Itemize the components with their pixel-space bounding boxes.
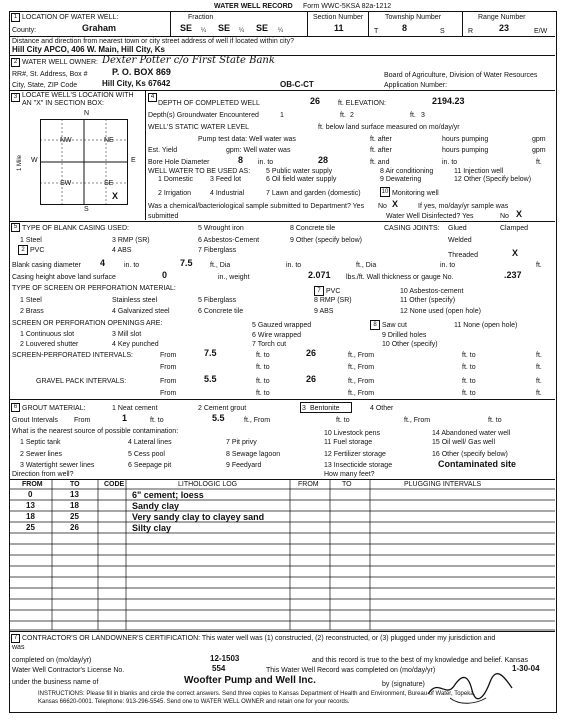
log-row-1-from: 0 (28, 490, 33, 499)
log-row-2-to: 18 (70, 501, 79, 510)
bore-and: ft. and (370, 159, 390, 166)
divider (10, 399, 555, 400)
grout-2: 2 Cement grout (198, 405, 247, 412)
casing-7: 7 Fiberglass (198, 247, 237, 254)
divider (10, 36, 555, 37)
log-row-2-desc: Sandy clay (132, 501, 180, 511)
screen-label: TYPE OF SCREEN OR PERFORATION MATERIAL: (12, 285, 176, 292)
completed-label: completed on (mo/day/yr) (12, 657, 92, 664)
quarter-mark-3: ¼ (278, 28, 284, 34)
casing-6: 6 Asbestos-Cement (198, 237, 260, 244)
opening-3: 3 Mill slot (112, 331, 142, 338)
gravel-ft-end: ft. (536, 378, 542, 385)
use-12: 12 Other (Specify below) (454, 176, 532, 183)
joint-glued: Glued (448, 225, 467, 232)
application-label: Application Number: (384, 82, 448, 89)
gravel-ft-from-2: ft., From (348, 390, 375, 397)
gravel-from-label: From (160, 378, 177, 385)
record-date: 1-30-04 (512, 664, 540, 673)
contam-8: 8 Sewage lagoon (226, 451, 281, 458)
log-row-2-from: 13 (26, 501, 35, 510)
divider (307, 12, 308, 36)
casing-8: 8 Concrete tile (290, 225, 336, 232)
owner-addr: P. O. BOX 869 (112, 67, 171, 77)
opening-8-circle: 8 (370, 320, 380, 330)
log-row-4-to: 26 (70, 523, 79, 532)
elevation-label: ft. ELEVATION: (338, 100, 386, 107)
mile-label: 1 Mile (17, 154, 24, 172)
how-many-label: How many feet? (324, 471, 375, 478)
log-header-to-2: TO (342, 481, 352, 488)
casing-1: 1 Steel (20, 237, 42, 244)
log-row-4-from: 25 (26, 523, 35, 532)
screen-4: 4 Galvanized steel (112, 308, 170, 315)
board-label: Board of Agriculture, Division of Water Resources (384, 72, 538, 79)
quad-nw: NW (60, 137, 72, 144)
disinfected-no: No (500, 213, 509, 220)
contam-16: 16 Other (specify below) (432, 451, 508, 458)
owner-city: Hill City, Ks 67642 (102, 79, 171, 88)
township-dir: S (440, 28, 445, 35)
true-text: and this record is true to the best of my knowledge and belief. Kansas (312, 657, 528, 664)
casing-ft-end: ft. (536, 262, 542, 269)
section-value: 11 (334, 23, 344, 33)
static-label: WELL'S STATIC WATER LEVEL (148, 124, 250, 131)
opening-9: 9 Drilled holes (382, 332, 427, 339)
contam-12: 12 Fertilizer storage (324, 451, 386, 458)
grout-from-label: From (74, 417, 91, 424)
contam-13: 13 Insecticide storage (324, 462, 393, 469)
cert-was: was (12, 644, 25, 651)
casing-4: 4 ABS (112, 247, 132, 254)
casing-diameter-label: Blank casing diameter (12, 262, 81, 269)
gw-ft-1: ft. (340, 112, 346, 119)
log-row-1-desc: 6" cement; loess (132, 490, 204, 500)
casing-in-to: in. to (124, 262, 140, 269)
joint-welded: Welded (448, 237, 472, 244)
opening-7: 7 Torch cut (252, 341, 287, 348)
gravel-to: 26 (306, 374, 317, 384)
screen-6: 6 Concrete tile (198, 308, 244, 315)
casing-in-to-2: in. to (286, 262, 302, 269)
log-grid (10, 479, 555, 631)
use-2: 2 Irrigation (158, 190, 192, 197)
disinfected-mark: X (516, 209, 523, 219)
opening-8: Saw cut (382, 322, 407, 329)
joints-label: CASING JOINTS: (384, 225, 440, 232)
county-label: County: (12, 27, 37, 34)
gravel-ft-to-2: ft. to (462, 378, 476, 385)
log-header-lithology: LITHOLOGIC LOG (178, 481, 238, 488)
screen-10: 10 Asbestos-cement (400, 288, 464, 295)
divider (145, 90, 146, 220)
casing-in-to-3: in. to (440, 262, 456, 269)
grout-to: 5.5 (212, 413, 225, 423)
grout-ft-to-3: ft. to (488, 417, 502, 424)
bore-value: 8 (238, 155, 244, 165)
section-2-number: 2 (11, 58, 20, 67)
contam-6: 6 Seepage pit (128, 462, 172, 469)
app-code: OB-C-CT (280, 80, 314, 89)
gravel-ft-to-3: ft. to (256, 390, 270, 397)
business-name: Woofter Pump and Well Inc. (184, 675, 316, 686)
yield-tail: gpm: Well water was (226, 147, 291, 154)
contam-4: 4 Lateral lines (128, 439, 172, 446)
screen-3: Stainless steel (112, 297, 158, 304)
cert-text: CONTRACTOR'S OR LANDOWNER'S CERTIFICATION: This water well was (1) constructed, (2) reconstructed, or (3) plugged under my jurisdiction and (22, 635, 496, 642)
groundwater-label: Depth(s) Groundwater Encountered (148, 112, 259, 119)
perf-ft-from: ft., From (348, 352, 375, 359)
gravel-ft-to-4: ft. to (462, 390, 476, 397)
instructions-2: Kansas 66620-0001. Telephone: 913-296-5545. Send one to WATER WELL OWNER and retain one for your records. (38, 699, 350, 705)
contam-1: 1 Septic tank (20, 439, 61, 446)
section-box-label: LOCATE WELL'S LOCATION WITH AN "X" IN SECTION BOX: (22, 92, 134, 107)
bore-in-to-2: in. to (442, 159, 458, 166)
contam-other: Contaminated site (438, 459, 517, 469)
gravel-from: 5.5 (204, 374, 217, 384)
casing-9: 9 Other (specify below) (290, 237, 362, 244)
log-header-from-2: FROM (298, 481, 319, 488)
dir-s: S (84, 206, 89, 213)
perf-to: 26 (306, 348, 317, 358)
owner-label: WATER WELL OWNER: (22, 59, 98, 66)
yield-ft-after: ft. after (370, 147, 392, 154)
chem-tail: If yes, mo/day/yr sample was (418, 203, 509, 210)
business-label: under the business name of (12, 679, 99, 686)
form-title: WATER WELL RECORD (214, 3, 293, 10)
township-t: T (374, 28, 379, 35)
contam-9: 9 Feedyard (226, 462, 262, 469)
casing-weight-label: in., weight (218, 274, 250, 281)
screen-2: 2 Brass (20, 308, 44, 315)
use-6: 6 Oil field water supply (266, 176, 337, 183)
log-row-3-to: 25 (70, 512, 79, 521)
joint-threaded-mark: X (512, 248, 519, 258)
screen-5: 5 Fiberglass (198, 297, 237, 304)
joint-clamped: Clamped (500, 225, 529, 232)
perf-ft-to-2: ft. to (462, 352, 476, 359)
fraction-label: Fraction (188, 14, 214, 21)
static-tail: ft. below land surface measured on mo/day/yr (318, 124, 460, 131)
perf-ft-from-2: ft., From (348, 364, 375, 371)
divider (368, 12, 369, 36)
screen-7-circle: 7 (314, 286, 324, 296)
divider (10, 90, 555, 91)
perf-ft-to: ft. to (256, 352, 270, 359)
gw-1: 1 (280, 112, 284, 119)
owner-addr-label: RR#, St. Address, Box # (12, 71, 88, 78)
chem-label: Was a chemical/bacteriological sample submitted to Department? Yes (148, 203, 365, 210)
gravel-ft-to: ft. to (256, 378, 270, 385)
log-header-code: CODE (104, 481, 125, 488)
log-row-4-desc: Silty clay (132, 523, 172, 533)
section-1-number: 1 (11, 13, 20, 22)
casing-diameter: 4 (100, 258, 106, 268)
perf-ft-end: ft. (536, 352, 542, 359)
casing-diameter-to: 7.5 (180, 258, 193, 268)
quad-sw: SW (60, 180, 72, 187)
completed-date: 12-1503 (210, 654, 240, 663)
gw-2: 2 (350, 112, 354, 119)
use-label: WELL WATER TO BE USED AS: (148, 168, 251, 175)
casing-height-label: Casing height above land surface (12, 274, 116, 281)
license-number: 554 (212, 664, 226, 673)
section-label: Section Number (313, 14, 364, 21)
use-5: 5 Public water supply (266, 168, 333, 175)
screen-8: 8 RMP (SR) (314, 297, 352, 304)
owner-name: Dexter Potter c/o First State Bank (102, 55, 275, 66)
elevation-value: 2194.23 (432, 96, 465, 106)
location-label: LOCATION OF WATER WELL: (22, 14, 119, 21)
range-dir: E/W (534, 28, 548, 35)
log-row-3-desc: Very sandy clay to clayey sand (132, 512, 265, 522)
signature (420, 668, 520, 708)
fraction-1: SE (180, 23, 193, 33)
log-header-plugging: PLUGGING INTERVALS (404, 481, 482, 488)
fraction-3: SE (256, 23, 269, 33)
fraction-2: SE (218, 23, 231, 33)
distance-label: Distance and direction from nearest town or city street address of well if located within city? (12, 38, 295, 45)
casing-2-circle: 2 (18, 245, 28, 255)
distance-value: Hill City APCO, 406 W. Main, Hill City, Ks (12, 45, 165, 54)
divider (10, 221, 555, 222)
perf-from-label: From (160, 352, 177, 359)
grout-from: 1 (122, 413, 128, 423)
county-value: Graham (82, 23, 117, 33)
use-10: Monitoring well (392, 190, 439, 197)
opening-11: 11 None (open hole) (454, 322, 518, 329)
signature-label: by (signature) (382, 681, 425, 688)
range-label: Range Number (478, 14, 526, 21)
gravel-ft-from: ft., From (348, 378, 375, 385)
yield-gpm: gpm (532, 147, 546, 154)
perf-ft-to-3: ft. to (256, 364, 270, 371)
range-r: R (468, 28, 474, 35)
pump-label: Pump test data: Well water was (198, 136, 296, 143)
contam-2: 2 Sewer lines (20, 451, 63, 458)
yield-label: Est. Yield (148, 147, 178, 154)
section-5-number: 5 (11, 223, 20, 232)
perf-from: 7.5 (204, 348, 217, 358)
contam-3: 3 Watertight sewer lines (20, 462, 95, 469)
depth-label: DEPTH OF COMPLETED WELL (158, 100, 260, 107)
casing-ft-dia-2: ft., Dia (356, 262, 377, 269)
gravel-from-label-2: From (160, 390, 177, 397)
gw-ft-2: ft. (410, 112, 416, 119)
use-8: 8 Air conditioning (380, 168, 434, 175)
pump-hours: hours pumping (442, 136, 489, 143)
casing-weight: 2.071 (308, 270, 331, 280)
section-7-number: 7 (11, 634, 20, 643)
opening-1: 1 Continuous slot (20, 331, 75, 338)
opening-4: 4 Key punched (112, 341, 159, 348)
section-3-number: 3 (11, 93, 20, 102)
contam-10: 10 Livestock pens (324, 430, 381, 437)
use-10-circle: 10 (381, 189, 389, 195)
dir-e: E (131, 157, 136, 164)
chem-mark: X (392, 199, 399, 209)
contam-14: 14 Abandoned water well (432, 430, 511, 437)
contam-11: 11 Fuel storage (324, 439, 373, 446)
opening-5: 5 Gauzed wrapped (252, 322, 312, 329)
gravel-label: GRAVEL PACK INTERVALS: (36, 378, 127, 385)
log-row-3-from: 18 (26, 512, 35, 521)
grout-ft-from: ft., From (244, 417, 271, 424)
quarter-mark-1: ¼ (201, 28, 207, 34)
divider (462, 12, 463, 36)
dir-n: N (84, 110, 90, 117)
quad-ne: NE (104, 137, 114, 144)
grout-ft-to: ft. to (150, 417, 164, 424)
license-label: Water Well Contractor's License No. (12, 667, 125, 674)
use-3: 3 Feed lot (210, 176, 242, 183)
depth-value: 26 (310, 96, 321, 106)
log-row-1-to: 13 (70, 490, 79, 499)
grout-intervals-label: Grout Intervals (12, 417, 58, 424)
log-header-to: TO (70, 481, 80, 488)
use-1: 1 Domestic (158, 176, 194, 183)
perf-label: SCREEN-PERFORATED INTERVALS: (12, 352, 133, 359)
township-value: 8 (402, 23, 408, 33)
gravel-ft-end-2: ft. (536, 390, 542, 397)
disinfected-label: Water Well Disinfected? Yes (386, 213, 474, 220)
range-value: 23 (499, 23, 510, 33)
pump-ft-after: ft. after (370, 136, 392, 143)
yield-hours: hours pumping (442, 147, 489, 154)
bore-ft: ft. (536, 159, 542, 166)
divider (170, 12, 171, 36)
casing-3: 3 RMP (SR) (112, 237, 150, 244)
contam-7: 7 Pit privy (226, 439, 257, 446)
submitted-label: submitted (148, 213, 179, 220)
ksa-number: KSA 82a-1212 (346, 3, 392, 10)
grout-4: 4 Other (370, 405, 394, 412)
grout-3-num: 3 (302, 405, 306, 412)
perf-ft-to-4: ft. to (462, 364, 476, 371)
section-6-number: 6 (11, 403, 20, 412)
screen-1: 1 Steel (20, 297, 42, 304)
perf-from-label-2: From (160, 364, 177, 371)
use-11: 11 Injection well (454, 168, 504, 175)
grout-1: 1 Neat cement (112, 405, 158, 412)
quad-se: SE (104, 180, 114, 187)
use-7: 7 Lawn and garden (domestic) (266, 190, 361, 197)
direction-label: Direction from well? (12, 471, 74, 478)
bore-to-value: 28 (318, 155, 329, 165)
section-4-number: 4 (148, 93, 157, 102)
contam-5: 5 Cess pool (128, 451, 165, 458)
opening-10: 10 Other (specify) (382, 341, 438, 348)
dir-w: W (31, 157, 38, 164)
grout-ft-to-2: ft. to (336, 417, 350, 424)
casing-thickness-label: lbs./ft. Wall thickness or gauge No. (346, 274, 454, 281)
screen-12: 12 None used (open hole) (400, 308, 481, 315)
perf-ft-end-2: ft. (536, 364, 542, 371)
openings-label: SCREEN OR PERFORATION OPENINGS ARE: (12, 320, 163, 327)
joint-threaded: Threaded (448, 252, 478, 259)
grout-ft-from-2: ft., From (404, 417, 431, 424)
use-9: 9 Dewatering (380, 176, 422, 183)
form-number: Form WWC-5 (303, 3, 346, 10)
bore-label: Bore Hole Diameter (148, 159, 210, 166)
casing-height: 0 (162, 270, 168, 280)
owner-city-label: City, State, ZIP Code (12, 82, 78, 89)
quarter-mark-2: ¼ (239, 28, 245, 34)
chem-no: No (378, 203, 387, 210)
screen-9: 9 ABS (314, 308, 334, 315)
casing-ft-dia: ft., Dia (210, 262, 231, 269)
contam-label: What is the nearest source of possible contamination: (12, 428, 179, 435)
casing-5: 5 Wrought iron (198, 225, 244, 232)
contam-15: 15 Oil well/ Gas well (432, 439, 496, 446)
well-location-mark: X (112, 191, 119, 201)
screen-11: 11 Other (specify) (400, 297, 456, 304)
casing-thickness: .237 (504, 270, 522, 280)
opening-2: 2 Louvered shutter (20, 341, 79, 348)
divider (10, 55, 555, 56)
log-header-from: FROM (22, 481, 43, 488)
gw-3: 3 (421, 112, 425, 119)
opening-6: 6 Wire wrapped (252, 332, 302, 339)
screen-7: PVC (326, 288, 341, 295)
casing-2: PVC (30, 247, 45, 254)
bore-in-to: in. to (258, 159, 274, 166)
grout-label: GROUT MATERIAL: (22, 405, 86, 412)
divider (10, 631, 555, 632)
casing-label: TYPE OF BLANK CASING USED: (22, 225, 129, 232)
record-label: This Water Well Record was completed on (mo/day/yr) (266, 667, 436, 674)
township-label: Township Number (385, 14, 442, 21)
grout-3: Bentonite (310, 405, 340, 412)
use-4: 4 Industrial (210, 190, 245, 197)
instructions: INSTRUCTIONS: Please fill in blanks and circle the correct answers. Send three copies to Kansas Department of Health and Environment, Bureau of Water, Topeka, (38, 691, 476, 697)
pump-gpm: gpm (532, 136, 546, 143)
